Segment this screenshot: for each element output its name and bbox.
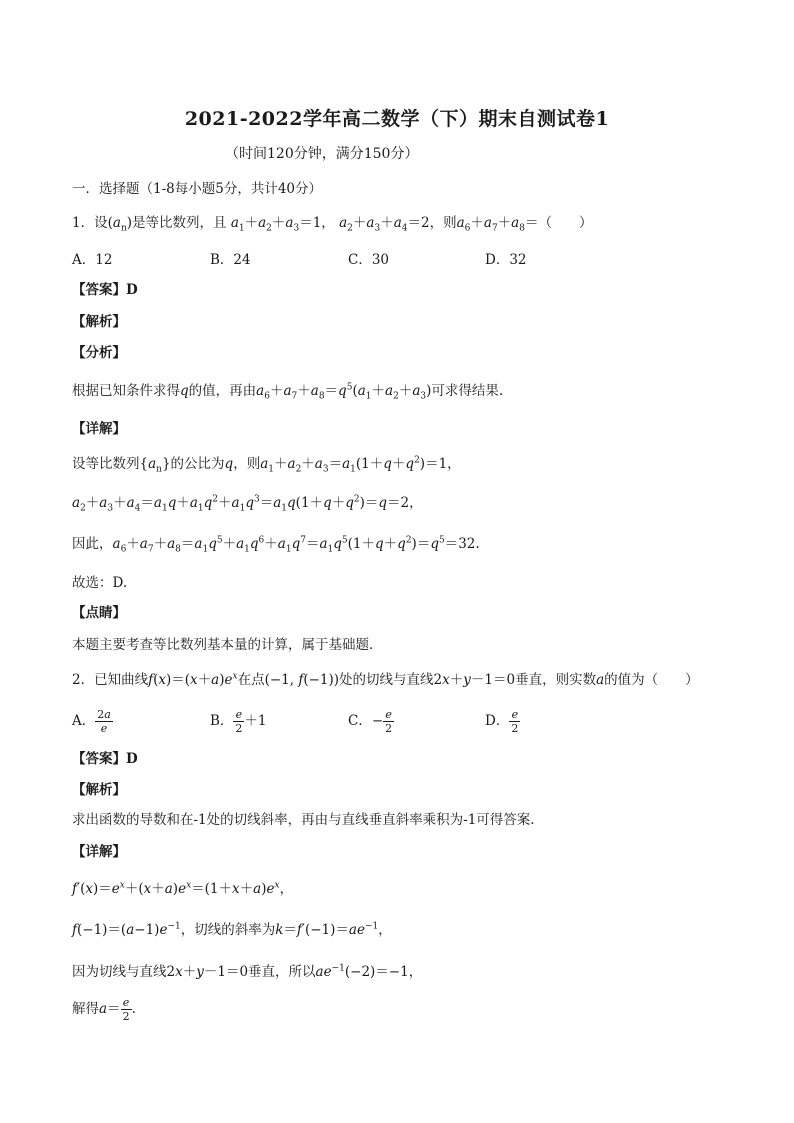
q1-comment: 本题主要考查等比数列基本量的计算，属于基础题． <box>72 637 383 653</box>
q1-detail-line-2: $a_2+a_3+a_4=a_1q+a_1q^2+a_1q^3=a_1q(1+q+q^2)=q=2$， <box>72 494 423 514</box>
q2-option-c: C．− $\frac{e}{2}$ <box>348 708 393 735</box>
q2-stem: 2．已知曲线$f(x)=(x+a)e^x$在点(−1, f(−1))处的切线与直线2x＋y－1＝0垂直，则实数a的值为（ ） <box>72 671 699 688</box>
q2-detail-line-2: $f(-1)=(a-1)e^{-1}$，切线的斜率为$k=f'(-1)=ae^{-1}$， <box>72 921 392 938</box>
q1-detail-heading: 【详解】 <box>72 421 126 437</box>
q2-option-b: B． $\frac{e}{2}$ ＋1 <box>210 708 267 735</box>
q1-detail-line-1: 设等比数列$\{a_n\}$的公比为q，则$a_1+a_2+a_3=a_1(1+q+q^2)=1$， <box>72 455 461 475</box>
q1-option-d: D．32 <box>485 252 527 268</box>
q1-jiexi: 【解析】 <box>72 314 126 330</box>
q1-conclusion: 故选：D. <box>72 575 128 591</box>
q1-option-b: B．24 <box>210 252 251 268</box>
q2-answer: 【答案】D <box>72 751 138 767</box>
q2-detail-line-4: 解得a＝ $\frac{e}{2}$ . <box>72 996 136 1023</box>
q1-dianjing: 【点睛】 <box>72 605 126 621</box>
q1-analysis: 根据已知条件求得q的值，再由$a_6+a_7+a_8=q^5(a_1+a_2+a_3)$可求得结果. <box>72 382 504 402</box>
q1-stem: 1．设$(a_n)$是等比数列，且 $a_1+a_2+a_3=1$， $a_2+a_3+a_4=2$，则$a_6+a_7+a_8=$（ ） <box>72 215 593 234</box>
q2-detail-line-3: 因为切线与直线2x＋y－1＝0垂直，所以$ae^{-1}(-2)=-1$， <box>72 963 423 980</box>
q1-option-c: C．30 <box>348 252 390 268</box>
q1-answer: 【答案】D <box>72 282 138 298</box>
q1-fenxi: 【分析】 <box>72 345 126 361</box>
q1-detail-line-3: 因此，$a_6+a_7+a_8=a_1q^5+a_1q^6+a_1q^7=a_1q^5(1+q+q^2)=q^5=32$. <box>72 535 480 555</box>
q2-option-d: D． $\frac{e}{2}$ <box>485 708 519 735</box>
section-heading: 一．选择题（1-8每小题5分，共计40分） <box>72 181 323 197</box>
q2-analysis: 求出函数的导数和在-1处的切线斜率，再由与直线垂直斜率乘积为-1可得答案. <box>72 812 535 828</box>
q2-detail-heading: 【详解】 <box>72 844 126 860</box>
exam-title: 2021-2022学年高二数学（下）期末自测试卷1 <box>184 108 610 130</box>
q2-detail-line-1: $f'(x)=e^x+(x+a)e^x=(1+x+a)e^x$， <box>72 880 294 897</box>
q1-option-a: A．12 <box>72 252 113 268</box>
exam-subtitle: （时间120分钟，满分150分） <box>225 146 419 162</box>
q2-jiexi: 【解析】 <box>72 782 126 798</box>
q2-option-a: A． $\frac{2a}{e}$ <box>72 708 111 735</box>
